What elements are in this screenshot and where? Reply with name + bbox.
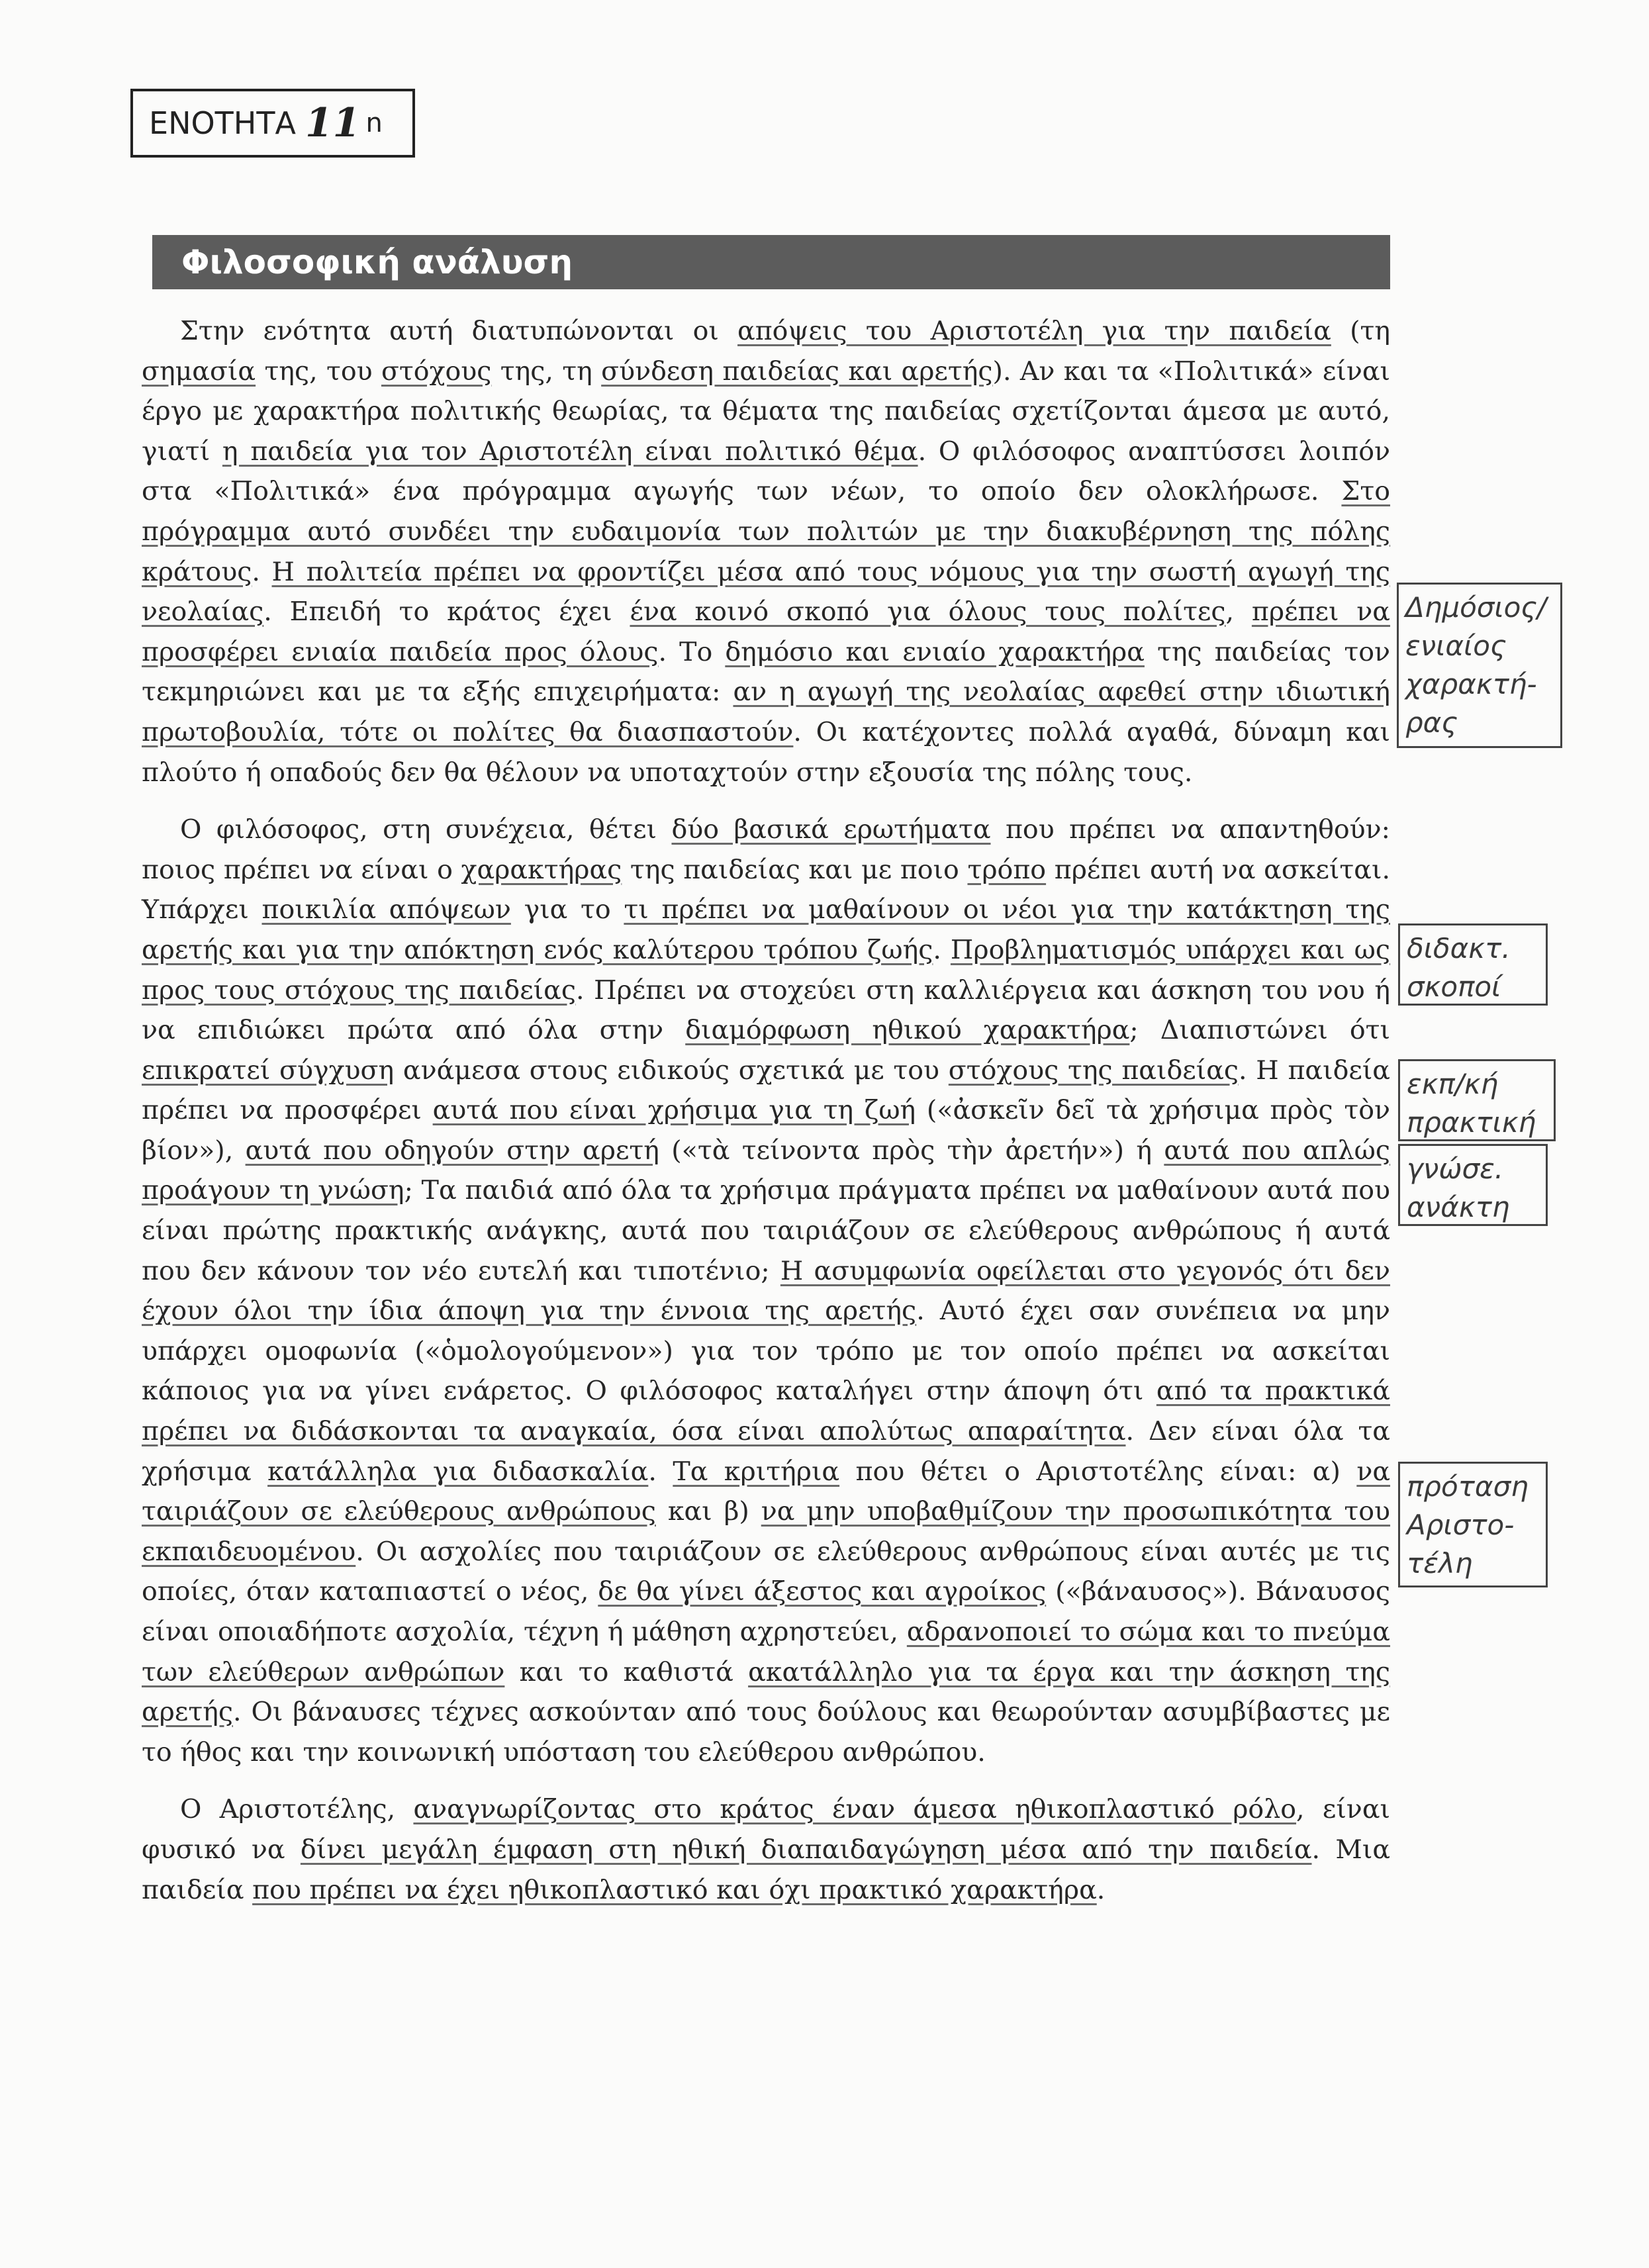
- text-run: , είναι φυσικό να: [142, 1794, 1390, 1865]
- underlined-phrase: αναγνωρίζοντας στο κράτος έναν άμεσα ηθικοπλαστικό ρόλο: [413, 1794, 1297, 1825]
- margin-note-aristotle-proposal: [1398, 1462, 1548, 1587]
- paragraph-2: [142, 810, 1390, 1772]
- text-run: που πρέπει να απαντηθούν: ποιος πρέπει να είναι ο: [142, 814, 1390, 885]
- underlined-phrase: τι πρέπει να μαθαίνουν οι νέοι για την κατάκτηση της αρετής και για την απόκτηση ενός καλύτερου τρόπου ζωής: [142, 894, 1391, 965]
- underlined-phrase: ακατάλληλο για τα έργα και την άσκηση της αρετής: [142, 1656, 1391, 1728]
- text-run: . Το: [658, 636, 726, 667]
- underlined-phrase: ένα κοινό σκοπό για όλους τους πολίτες: [630, 596, 1226, 628]
- margin-note-practical: [1398, 1059, 1556, 1141]
- margin-note-line: εκπ/κή: [1407, 1068, 1499, 1100]
- underlined-phrase: αυτά που απλώς προάγουν τη γνώση: [142, 1135, 1390, 1206]
- text-run: .: [933, 934, 951, 965]
- margin-note-line: διδακτ.: [1407, 932, 1511, 965]
- text-run: . Η παιδεία πρέπει να προσφέρει: [142, 1055, 1390, 1126]
- section-header: [152, 235, 1390, 289]
- text-run: της, τη: [491, 355, 602, 387]
- underlined-phrase: αν η αγωγή της νεολαίας αφεθεί στην ιδιωτική πρωτοβουλία, τότε οι πολίτες θα διασπαστούν: [142, 677, 1390, 747]
- text-run: ). Αν και τα «Πολιτικά» είναι έργο με χαρακτήρα πολιτικής θεωρίας, τα θέματα της παιδείας σχετίζονται άμεσα με αυτό, γιατί: [142, 355, 1391, 467]
- margin-note-teaching-goals: [1398, 923, 1548, 1006]
- underlined-phrase: να ταιριάζουν σε ελεύθερους ανθρώπους: [142, 1456, 1390, 1527]
- text-run: . Οι κατέχοντες πολλά αγαθά, δύναμη και πλούτο ή οπαδούς δεν θα θέλουν να υποταχτούν στην εξουσία της πόλης τους.: [142, 716, 1390, 788]
- text-run: ; Διαπιστώνει ότι: [1129, 1015, 1390, 1046]
- text-run: («ἀσκεῖν δεῖ τὰ χρήσιμα πρὸς τὸν βίον»),: [142, 1095, 1390, 1166]
- margin-note-knowledge: [1398, 1144, 1548, 1226]
- underlined-phrase: δημόσιο και ενιαίο χαρακτήρα: [725, 636, 1145, 667]
- text-run: ,: [1225, 596, 1252, 628]
- underlined-phrase: ποικιλία απόψεων: [261, 894, 511, 925]
- underlined-phrase: απόψεις του Αριστοτέλη για την παιδεία: [737, 316, 1331, 346]
- margin-note-line: τέλη: [1407, 1547, 1473, 1580]
- underlined-phrase: σημασία: [142, 355, 256, 387]
- underlined-phrase: στόχους: [381, 355, 492, 387]
- text-run: . Ο φιλόσοφος αναπτύσσει λοιπόν στα «Πολιτικά» ένα πρόγραμμα αγωγής των νέων, το οποίο δεν ολοκλήρωσε.: [142, 436, 1390, 507]
- underlined-phrase: δύο βασικά ερωτήματα: [671, 814, 991, 845]
- lesson-number: 11: [305, 100, 361, 146]
- text-run: και το καθιστά: [504, 1656, 749, 1687]
- underlined-phrase: κατάλληλα για διδασκαλία: [267, 1456, 649, 1487]
- text-run: .: [648, 1456, 673, 1487]
- margin-note-line: Αριστο-: [1407, 1509, 1515, 1541]
- lesson-word: ΕΝΟΤΗΤΑ: [149, 105, 296, 141]
- underlined-phrase: τρόπο: [967, 854, 1047, 885]
- text-run: Στην ενότητα αυτή διατυπώνονται οι: [180, 316, 738, 346]
- text-run: πρέπει αυτή να ασκείται. Υπάρχει: [142, 854, 1390, 925]
- underlined-phrase: που πρέπει να έχει ηθικοπλαστικό και όχι πρακτικό χαρακτήρα: [252, 1874, 1097, 1905]
- margin-note-line: ενιαίος: [1405, 630, 1507, 662]
- text-run: . Δεν είναι όλα τα χρήσιμα: [142, 1416, 1390, 1487]
- text-run: Ο Αριστοτέλης,: [180, 1794, 414, 1825]
- text-run: της, του: [256, 355, 381, 387]
- margin-note-line: ανάκτη: [1407, 1191, 1510, 1223]
- underlined-phrase: στόχους της παιδείας: [948, 1055, 1239, 1086]
- underlined-phrase: χαρακτήρας: [461, 854, 622, 885]
- underlined-phrase: η παιδεία για τον Αριστοτέλη είναι πολιτικό θέμα: [222, 436, 918, 467]
- text-run: («τὰ τείνοντα πρὸς τὴν ἀρετήν») ή: [659, 1135, 1164, 1166]
- margin-note-line: ρας: [1405, 706, 1458, 739]
- underlined-phrase: Προβληματισμός υπάρχει και ως προς τους στόχους της παιδείας: [142, 934, 1391, 1006]
- underlined-phrase: Η πολιτεία πρέπει να φροντίζει μέσα από τους νόμους για την σωστή αγωγή της νεολαίας: [142, 556, 1390, 628]
- text-run: για το: [510, 894, 624, 925]
- text-run: ανάμεσα στους ειδικούς σχετικά με του: [394, 1055, 949, 1086]
- underlined-phrase: αδρανοποιεί το σώμα και το πνεύμα των ελεύθερων ανθρώπων: [142, 1617, 1390, 1687]
- body-text: [142, 311, 1390, 1910]
- text-run: που θέτει ο Αριστοτέλης είναι: α): [839, 1456, 1357, 1487]
- underlined-phrase: Τα κριτήρια: [673, 1456, 840, 1487]
- margin-note-line: πρόταση: [1407, 1470, 1529, 1503]
- text-run: («βάναυσος»). Βάναυσος είναι οποιαδήποτε ασχολία, τέχνη ή μάθηση αχρηστεύει,: [142, 1576, 1390, 1647]
- text-run: . Μια παιδεία: [142, 1834, 1390, 1905]
- text-run: Ο φιλόσοφος, στη συνέχεια, θέτει: [180, 814, 672, 845]
- underlined-phrase: διαμόρφωση ηθικού χαρακτήρα: [685, 1015, 1130, 1046]
- text-run: και β): [655, 1496, 761, 1527]
- underlined-phrase: αυτά που είναι χρήσιμα για τη ζωή: [432, 1095, 916, 1126]
- underlined-phrase: δίνει μεγάλη έμφαση στη ηθική διαπαιδαγώγηση μέσα από την παιδεία: [300, 1834, 1312, 1865]
- margin-note-public-unified: [1397, 583, 1562, 748]
- paragraph-1: [142, 311, 1390, 792]
- margin-note-line: χαρακτή-: [1405, 668, 1537, 700]
- margin-note-line: σκοποί: [1407, 970, 1501, 1003]
- text-run: . Επειδή το κράτος έχει: [263, 596, 630, 628]
- text-run: .: [252, 556, 272, 587]
- text-run: . Πρέπει να στοχεύει στη καλλιέργεια και άσκηση του νου ή να επιδιώκει πρώτα από όλα στην: [142, 974, 1390, 1046]
- underlined-phrase: αυτά που οδηγούν στην αρετή: [245, 1135, 659, 1166]
- text-run: (τη: [1331, 316, 1390, 346]
- text-run: ; Τα παιδιά από όλα τα χρήσιμα πράγματα πρέπει να μαθαίνουν αυτά που είναι πρώτης πρακτικής ανάγκης, αυτά που ταιριάζουν σε ελεύθερους ανθρώπους ή αυτά που δεν κάνουν τον νέο ευτελή και τιποτένιο;: [142, 1175, 1390, 1286]
- underlined-phrase: Η ασυμφωνία οφείλεται στο γεγονός ότι δεν έχουν όλοι την ίδια άποψη για την έννοια της αρετής: [142, 1255, 1390, 1327]
- text-run: . Οι ασχολίες που ταιριάζουν σε ελεύθερους ανθρώπους είναι αυτές με τις οποίες, όταν καταπιαστεί ο νέος,: [142, 1536, 1390, 1607]
- text-run: . Αυτό έχει σαν συνέπεια να μην υπάρχει ομοφωνία («ὁμολογούμενον») για τον τρόπο με τον οποίο πρέπει να ασκείται κάποιος για να γίνει ενάρετος. Ο φιλόσοφος καταλήγει στην άποψη ότι: [142, 1296, 1390, 1407]
- underlined-phrase: από τα πρακτικά πρέπει να διδάσκονται τα αναγκαία, όσα είναι απολύτως απαραίτητα: [142, 1376, 1390, 1447]
- underlined-phrase: Στο πρόγραμμα αυτό συνδέει την ευδαιμονία των πολιτών με την διακυβέρνηση της πόλης κράτους: [142, 476, 1390, 587]
- underlined-phrase: σύνδεση παιδείας και αρετής: [601, 355, 993, 387]
- text-run: της παιδείας και με ποιο: [622, 854, 968, 885]
- margin-note-line: πρακτική: [1407, 1106, 1536, 1139]
- underlined-phrase: επικρατεί σύγχυση: [142, 1055, 395, 1086]
- underlined-phrase: πρέπει να προσφέρει ενιαία παιδεία προς όλους: [142, 596, 1390, 667]
- underlined-phrase: δε θα γίνει άξεστος και αγροίκος: [598, 1576, 1047, 1607]
- lesson-label: [130, 89, 415, 158]
- text-run: . Οι βάναυσες τέχνες ασκούνταν από τους δούλους και θεωρούνταν ασυμβίβαστες με το ήθος και την κοινωνική υπόσταση του ελεύθερου ανθρώπου.: [142, 1697, 1390, 1768]
- margin-note-line: γνώσε.: [1407, 1153, 1504, 1185]
- margin-note-line: Δημόσιος/: [1405, 591, 1547, 624]
- underlined-phrase: να μην υποβαθμίζουν την προσωπικότητα του εκπαιδευομένου: [142, 1496, 1391, 1567]
- lesson-suffix: n: [365, 108, 383, 138]
- section-title: Φιλοσοφική ανάλυση: [181, 243, 573, 281]
- text-run: .: [1096, 1874, 1106, 1905]
- paragraph-3: [142, 1789, 1390, 1910]
- text-run: της παιδείας τον τεκμηριώνει και με τα εξής επιχειρήματα:: [142, 636, 1391, 708]
